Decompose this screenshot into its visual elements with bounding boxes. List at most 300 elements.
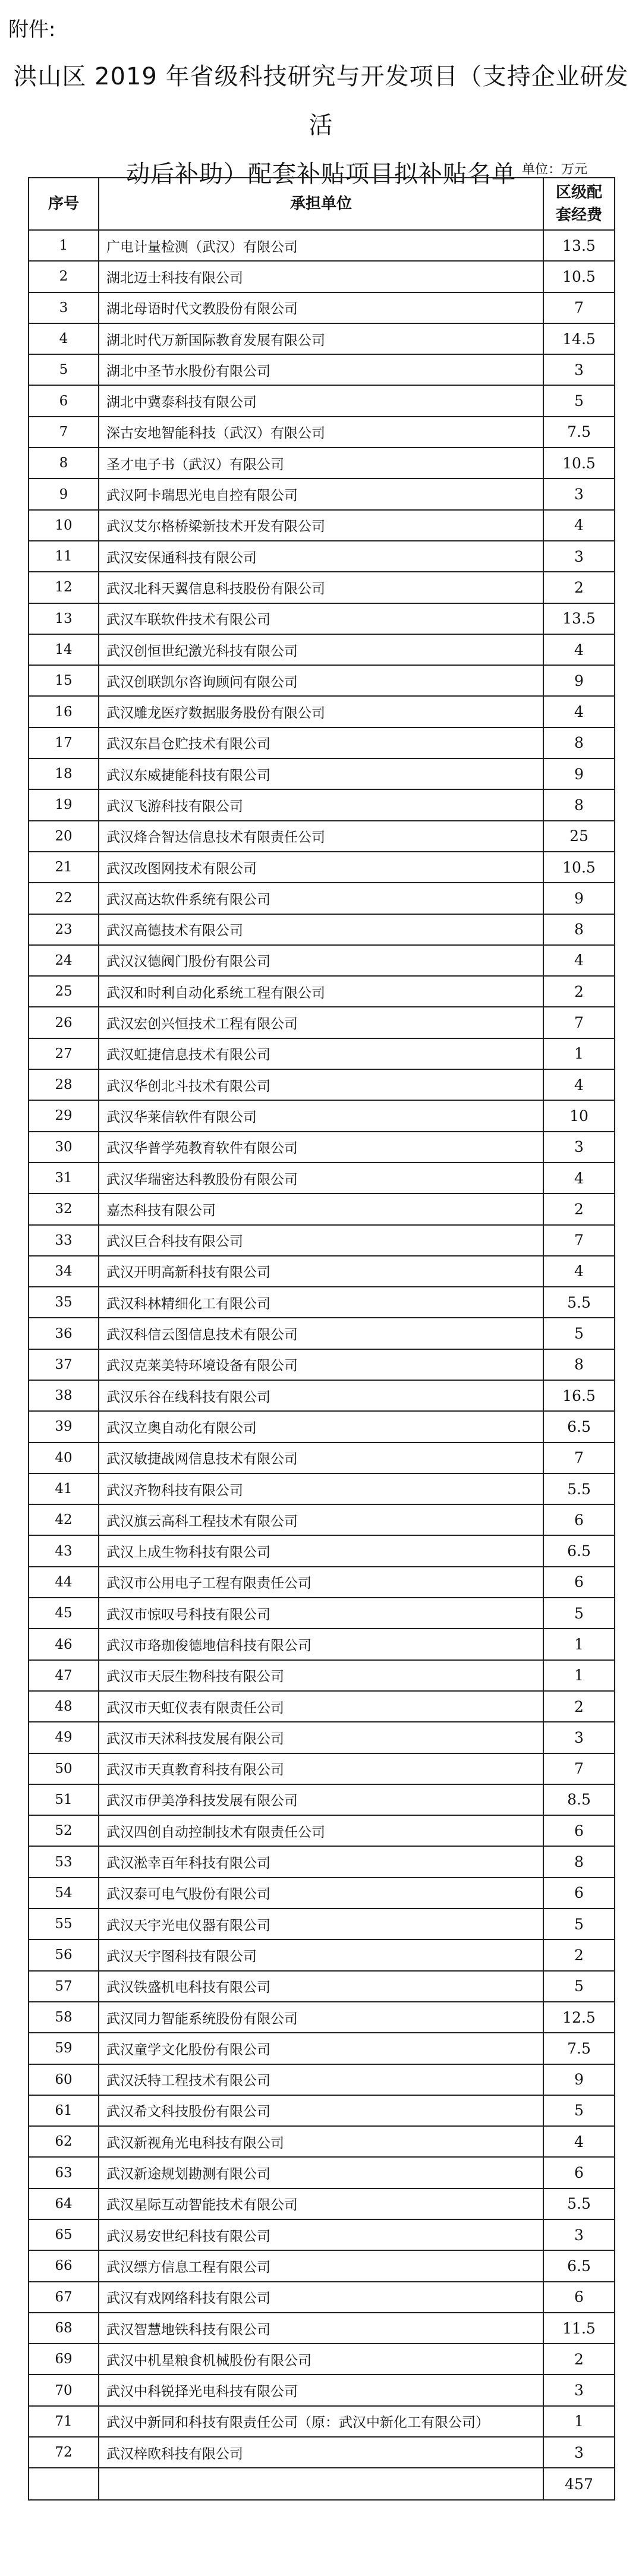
row-amount: 6	[543, 1504, 615, 1535]
row-number: 31	[29, 1163, 99, 1193]
row-number: 72	[29, 2437, 99, 2468]
row-organization: 武汉虹捷信息技术有限公司	[99, 1038, 543, 1069]
row-amount: 5	[543, 385, 615, 416]
table-row	[29, 1598, 615, 1629]
row-organization: 嘉杰科技有限公司	[99, 1193, 543, 1224]
row-organization: 武汉市天辰生物科技有限公司	[99, 1660, 543, 1691]
table-row	[29, 1878, 615, 1909]
row-amount: 5	[543, 2095, 615, 2126]
table-row	[29, 1193, 615, 1224]
row-amount: 6.5	[543, 1411, 615, 1442]
row-number: 1	[29, 230, 99, 261]
row-number: 64	[29, 2188, 99, 2219]
table-row	[29, 2095, 615, 2126]
row-amount: 7.5	[543, 417, 615, 448]
row-amount: 3	[543, 2437, 615, 2468]
table-row	[29, 634, 615, 665]
row-organization: 武汉有戏网络科技有限公司	[99, 2282, 543, 2313]
table-row	[29, 2250, 615, 2281]
table-row	[29, 1535, 615, 1566]
row-organization: 武汉北科天翼信息科技股份有限公司	[99, 572, 543, 603]
row-amount: 11.5	[543, 2313, 615, 2344]
row-number: 11	[29, 541, 99, 572]
row-number: 66	[29, 2250, 99, 2281]
table-row	[29, 2437, 615, 2468]
row-number: 26	[29, 1007, 99, 1038]
total-label-cell	[99, 2468, 543, 2500]
row-amount: 4	[543, 1069, 615, 1100]
table-row	[29, 914, 615, 945]
row-amount: 1	[543, 1660, 615, 1691]
row-organization: 武汉淞幸百年科技有限公司	[99, 1846, 543, 1877]
row-number: 3	[29, 292, 99, 323]
row-number: 54	[29, 1878, 99, 1909]
table-row	[29, 1846, 615, 1877]
row-amount: 6	[543, 1815, 615, 1846]
row-amount: 6	[543, 2282, 615, 2313]
row-organization: 武汉和时利自动化系统工程有限公司	[99, 976, 543, 1007]
row-organization: 武汉新途规划勘测有限公司	[99, 2157, 543, 2188]
row-number: 70	[29, 2375, 99, 2405]
table-row	[29, 852, 615, 883]
row-number: 63	[29, 2157, 99, 2188]
row-number: 34	[29, 1256, 99, 1287]
row-amount: 7	[543, 1753, 615, 1784]
row-amount: 9	[543, 758, 615, 789]
row-organization: 湖北迈士科技有限公司	[99, 261, 543, 292]
table-row	[29, 417, 615, 448]
row-amount: 9	[543, 883, 615, 914]
row-amount: 6	[543, 1878, 615, 1909]
row-amount: 4	[543, 2126, 615, 2157]
row-organization: 武汉希文科技股份有限公司	[99, 2095, 543, 2126]
row-organization: 湖北中圣节水股份有限公司	[99, 354, 543, 385]
table-row	[29, 1287, 615, 1318]
table-row	[29, 478, 615, 509]
row-number: 27	[29, 1038, 99, 1069]
table-row	[29, 1784, 615, 1815]
row-number: 22	[29, 883, 99, 914]
row-amount: 3	[543, 478, 615, 509]
row-organization: 广电计量检测（武汉）有限公司	[99, 230, 543, 261]
table-row	[29, 1443, 615, 1473]
table-row	[29, 1225, 615, 1256]
row-organization: 武汉市惊叹号科技有限公司	[99, 1598, 543, 1629]
table-row	[29, 945, 615, 976]
row-amount: 3	[543, 541, 615, 572]
table-row	[29, 1909, 615, 1939]
table-row	[29, 1691, 615, 1722]
row-amount: 1	[543, 2406, 615, 2437]
row-organization: 武汉齐物科技有限公司	[99, 1473, 543, 1504]
row-number: 56	[29, 1939, 99, 1970]
row-organization: 武汉华瑞密达科教股份有限公司	[99, 1163, 543, 1193]
row-number: 45	[29, 1598, 99, 1629]
table-row	[29, 1660, 615, 1691]
row-amount: 2	[543, 976, 615, 1007]
row-organization: 武汉同力智能系统股份有限公司	[99, 2002, 543, 2033]
row-organization: 武汉车联软件技术有限公司	[99, 603, 543, 634]
table-row	[29, 1100, 615, 1131]
row-amount: 3	[543, 354, 615, 385]
table-row	[29, 1473, 615, 1504]
row-amount: 9	[543, 2064, 615, 2095]
table-row	[29, 448, 615, 478]
row-number: 51	[29, 1784, 99, 1815]
table-row	[29, 2344, 615, 2375]
row-amount: 12.5	[543, 2002, 615, 2033]
table-row	[29, 2406, 615, 2437]
row-amount: 6	[543, 2157, 615, 2188]
table-row	[29, 1504, 615, 1535]
row-organization: 武汉中新同和科技有限责任公司（原：武汉中新化工有限公司）	[99, 2406, 543, 2437]
row-amount: 4	[543, 1256, 615, 1287]
row-amount: 6	[543, 1567, 615, 1598]
row-number: 69	[29, 2344, 99, 2375]
row-organization: 武汉烽合智达信息技术有限责任公司	[99, 821, 543, 852]
header-no: 序号	[29, 178, 99, 230]
table-row	[29, 2219, 615, 2250]
row-amount: 8	[543, 728, 615, 758]
row-amount: 4	[543, 1163, 615, 1193]
row-amount: 4	[543, 634, 615, 665]
table-row	[29, 883, 615, 914]
row-amount: 2	[543, 1193, 615, 1224]
table-row	[29, 292, 615, 323]
table-row	[29, 728, 615, 758]
row-number: 68	[29, 2313, 99, 2344]
row-number: 42	[29, 1504, 99, 1535]
row-number: 8	[29, 448, 99, 478]
row-amount: 16.5	[543, 1380, 615, 1411]
row-organization: 武汉艾尔格桥梁新技术开发有限公司	[99, 510, 543, 541]
row-organization: 武汉高达软件系统有限公司	[99, 883, 543, 914]
row-number: 16	[29, 696, 99, 727]
table-row	[29, 1629, 615, 1659]
table-row	[29, 1318, 615, 1349]
row-organization: 武汉市珞珈俊德地信科技有限公司	[99, 1629, 543, 1659]
row-organization: 武汉梓欧科技有限公司	[99, 2437, 543, 2468]
row-number: 58	[29, 2002, 99, 2033]
table-row	[29, 1380, 615, 1411]
table-row	[29, 2002, 615, 2033]
row-amount: 10.5	[543, 852, 615, 883]
row-organization: 湖北母语时代文教股份有限公司	[99, 292, 543, 323]
table-row	[29, 1007, 615, 1038]
row-organization: 圣才电子书（武汉）有限公司	[99, 448, 543, 478]
row-organization: 武汉天宇图科技有限公司	[99, 1939, 543, 1970]
table-header-row	[29, 178, 615, 230]
row-organization: 武汉雕龙医疗数据服务股份有限公司	[99, 696, 543, 727]
table-row	[29, 2064, 615, 2095]
title-line-1: 洪山区 2019 年省级科技研究与开发项目（支持企业研发活	[13, 63, 629, 139]
row-number: 13	[29, 603, 99, 634]
row-number: 25	[29, 976, 99, 1007]
row-organization: 武汉沃特工程技术有限公司	[99, 2064, 543, 2095]
row-organization: 武汉市公用电子工程有限责任公司	[99, 1567, 543, 1598]
row-number: 15	[29, 665, 99, 696]
row-organization: 武汉乐谷在线科技有限公司	[99, 1380, 543, 1411]
row-number: 59	[29, 2033, 99, 2064]
row-organization: 武汉童学文化股份有限公司	[99, 2033, 543, 2064]
row-organization: 武汉科信云图信息技术有限公司	[99, 1318, 543, 1349]
row-number: 44	[29, 1567, 99, 1598]
row-amount: 5	[543, 1318, 615, 1349]
row-organization: 武汉四创自动控制技术有限责任公司	[99, 1815, 543, 1846]
table-row	[29, 758, 615, 789]
row-amount: 2	[543, 1691, 615, 1722]
row-amount: 13.5	[543, 230, 615, 261]
row-number: 29	[29, 1100, 99, 1131]
row-amount: 6.5	[543, 2250, 615, 2281]
row-amount: 3	[543, 1132, 615, 1163]
table-body	[29, 230, 615, 2500]
subsidy-table	[28, 177, 615, 2501]
row-organization: 武汉易安世纪科技有限公司	[99, 2219, 543, 2250]
row-organization: 深古安地智能科技（武汉）有限公司	[99, 417, 543, 448]
unit-label: 单位：万元	[521, 162, 587, 177]
row-organization: 武汉市天真教育科技有限公司	[99, 1753, 543, 1784]
row-organization: 湖北时代万新国际教育发展有限公司	[99, 323, 543, 354]
row-amount: 8	[543, 914, 615, 945]
row-number: 4	[29, 323, 99, 354]
table-row	[29, 1038, 615, 1069]
row-number: 65	[29, 2219, 99, 2250]
row-amount: 3	[543, 1722, 615, 1753]
table-row	[29, 1722, 615, 1753]
row-organization: 武汉旗云高科工程技术有限公司	[99, 1504, 543, 1535]
row-amount: 6.5	[543, 1535, 615, 1566]
table-row	[29, 1256, 615, 1287]
row-number: 7	[29, 417, 99, 448]
row-amount: 5.5	[543, 1473, 615, 1504]
row-amount: 5	[543, 1971, 615, 2002]
table-row	[29, 2157, 615, 2188]
row-organization: 武汉高德技术有限公司	[99, 914, 543, 945]
row-organization: 武汉改图网技术有限公司	[99, 852, 543, 883]
row-number: 5	[29, 354, 99, 385]
row-organization: 武汉市天虹仪表有限责任公司	[99, 1691, 543, 1722]
row-organization: 武汉创恒世纪激光科技有限公司	[99, 634, 543, 665]
row-organization: 武汉泰可电气股份有限公司	[99, 1878, 543, 1909]
table-row	[29, 385, 615, 416]
table-row	[29, 1971, 615, 2002]
table-row	[29, 789, 615, 820]
row-organization: 武汉宏创兴恒技术工程有限公司	[99, 1007, 543, 1038]
row-organization: 武汉科林精细化工有限公司	[99, 1287, 543, 1318]
table-row	[29, 323, 615, 354]
table-row	[29, 1163, 615, 1193]
row-amount: 25	[543, 821, 615, 852]
row-amount: 1	[543, 1629, 615, 1659]
table-row	[29, 354, 615, 385]
table-row	[29, 2313, 615, 2344]
row-number: 33	[29, 1225, 99, 1256]
row-organization: 武汉铁盛机电科技有限公司	[99, 1971, 543, 2002]
row-number: 67	[29, 2282, 99, 2313]
table-row	[29, 2375, 615, 2405]
row-organization: 武汉天宇光电仪器有限公司	[99, 1909, 543, 1939]
table-row	[29, 1349, 615, 1380]
table-row	[29, 1939, 615, 1970]
row-number: 24	[29, 945, 99, 976]
table-row	[29, 1132, 615, 1163]
row-number: 23	[29, 914, 99, 945]
table-row	[29, 230, 615, 261]
row-amount: 10	[543, 1100, 615, 1131]
row-organization: 武汉缥方信息工程有限公司	[99, 2250, 543, 2281]
table-row	[29, 1567, 615, 1598]
total-number-cell	[29, 2468, 99, 2500]
row-amount: 3	[543, 2375, 615, 2405]
row-organization: 武汉创联凯尔咨询顾问有限公司	[99, 665, 543, 696]
row-number: 40	[29, 1443, 99, 1473]
row-organization: 武汉阿卡瑞思光电自控有限公司	[99, 478, 543, 509]
table-row	[29, 261, 615, 292]
row-amount: 2	[543, 1939, 615, 1970]
table-row	[29, 2188, 615, 2219]
row-number: 62	[29, 2126, 99, 2157]
row-number: 30	[29, 1132, 99, 1163]
row-amount: 4	[543, 945, 615, 976]
row-organization: 武汉新视角光电科技有限公司	[99, 2126, 543, 2157]
row-number: 61	[29, 2095, 99, 2126]
row-amount: 8	[543, 1846, 615, 1877]
row-number: 36	[29, 1318, 99, 1349]
row-number: 9	[29, 478, 99, 509]
row-number: 10	[29, 510, 99, 541]
row-number: 32	[29, 1193, 99, 1224]
row-number: 49	[29, 1722, 99, 1753]
row-number: 37	[29, 1349, 99, 1380]
title-line-2: 动后补助）配套补贴项目拟补贴名单	[126, 160, 516, 188]
row-amount: 8.5	[543, 1784, 615, 1815]
row-organization: 武汉克莱美特环境设备有限公司	[99, 1349, 543, 1380]
table-row	[29, 510, 615, 541]
row-organization: 武汉开明高新科技有限公司	[99, 1256, 543, 1287]
row-number: 46	[29, 1629, 99, 1659]
row-number: 52	[29, 1815, 99, 1846]
row-organization: 武汉汉德阀门股份有限公司	[99, 945, 543, 976]
row-amount: 7	[543, 1443, 615, 1473]
row-amount: 9	[543, 665, 615, 696]
row-amount: 7	[543, 292, 615, 323]
row-organization: 武汉华创北斗技术有限公司	[99, 1069, 543, 1100]
row-amount: 14.5	[543, 323, 615, 354]
row-organization: 武汉华普学苑教育软件有限公司	[99, 1132, 543, 1163]
row-number: 38	[29, 1380, 99, 1411]
table-row	[29, 976, 615, 1007]
row-organization: 武汉上成生物科技有限公司	[99, 1535, 543, 1566]
row-organization: 武汉中科锐择光电科技有限公司	[99, 2375, 543, 2405]
row-amount: 1	[543, 1038, 615, 1069]
row-organization: 武汉立奥自动化有限公司	[99, 1411, 543, 1442]
table-row	[29, 2282, 615, 2313]
row-number: 35	[29, 1287, 99, 1318]
row-amount: 5	[543, 1909, 615, 1939]
row-amount: 5.5	[543, 2188, 615, 2219]
row-amount: 4	[543, 696, 615, 727]
row-amount: 13.5	[543, 603, 615, 634]
table-row	[29, 1753, 615, 1784]
row-amount: 10.5	[543, 261, 615, 292]
row-number: 6	[29, 385, 99, 416]
row-amount: 3	[543, 2219, 615, 2250]
row-number: 60	[29, 2064, 99, 2095]
row-number: 47	[29, 1660, 99, 1691]
row-number: 18	[29, 758, 99, 789]
row-number: 50	[29, 1753, 99, 1784]
row-number: 28	[29, 1069, 99, 1100]
row-number: 55	[29, 1909, 99, 1939]
row-organization: 武汉中机星粮食机械股份有限公司	[99, 2344, 543, 2375]
row-number: 2	[29, 261, 99, 292]
row-number: 39	[29, 1411, 99, 1442]
row-number: 43	[29, 1535, 99, 1566]
table-row	[29, 2126, 615, 2157]
row-number: 14	[29, 634, 99, 665]
row-number: 20	[29, 821, 99, 852]
row-number: 71	[29, 2406, 99, 2437]
row-organization: 武汉东威捷能科技有限公司	[99, 758, 543, 789]
table-row	[29, 665, 615, 696]
table-row	[29, 821, 615, 852]
row-amount: 5.5	[543, 1287, 615, 1318]
row-number: 12	[29, 572, 99, 603]
row-amount: 2	[543, 572, 615, 603]
attachment-label: 附件:	[8, 18, 56, 42]
table-row	[29, 696, 615, 727]
row-organization: 武汉巨合科技有限公司	[99, 1225, 543, 1256]
table-row	[29, 1411, 615, 1442]
row-organization: 武汉智慧地铁科技有限公司	[99, 2313, 543, 2344]
row-amount: 7	[543, 1225, 615, 1256]
row-number: 53	[29, 1846, 99, 1877]
row-amount: 5	[543, 1598, 615, 1629]
row-amount: 4	[543, 510, 615, 541]
row-organization: 武汉市伊美净科技发展有限公司	[99, 1784, 543, 1815]
row-amount: 7.5	[543, 2033, 615, 2064]
table-row	[29, 2033, 615, 2064]
table-row	[29, 572, 615, 603]
table-row	[29, 1815, 615, 1846]
row-number: 19	[29, 789, 99, 820]
total-amount: 457	[543, 2468, 615, 2500]
table-row	[29, 541, 615, 572]
row-number: 17	[29, 728, 99, 758]
row-number: 21	[29, 852, 99, 883]
row-organization: 武汉市天沭科技发展有限公司	[99, 1722, 543, 1753]
row-number: 48	[29, 1691, 99, 1722]
row-amount: 8	[543, 789, 615, 820]
row-amount: 7	[543, 1007, 615, 1038]
row-organization: 武汉敏捷战网信息技术有限公司	[99, 1443, 543, 1473]
row-organization: 武汉飞游科技有限公司	[99, 789, 543, 820]
row-organization: 湖北中冀泰科技有限公司	[99, 385, 543, 416]
row-organization: 武汉星际互动智能技术有限公司	[99, 2188, 543, 2219]
row-organization: 武汉华莱信软件有限公司	[99, 1100, 543, 1131]
row-number: 57	[29, 1971, 99, 2002]
table-total-row	[29, 2468, 615, 2500]
table-row	[29, 603, 615, 634]
table-row	[29, 1069, 615, 1100]
row-number: 41	[29, 1473, 99, 1504]
header-amount: 区级配套经费	[543, 178, 615, 230]
row-amount: 8	[543, 1349, 615, 1380]
row-amount: 2	[543, 2344, 615, 2375]
row-organization: 武汉安保通科技有限公司	[99, 541, 543, 572]
row-organization: 武汉东昌仓贮技术有限公司	[99, 728, 543, 758]
